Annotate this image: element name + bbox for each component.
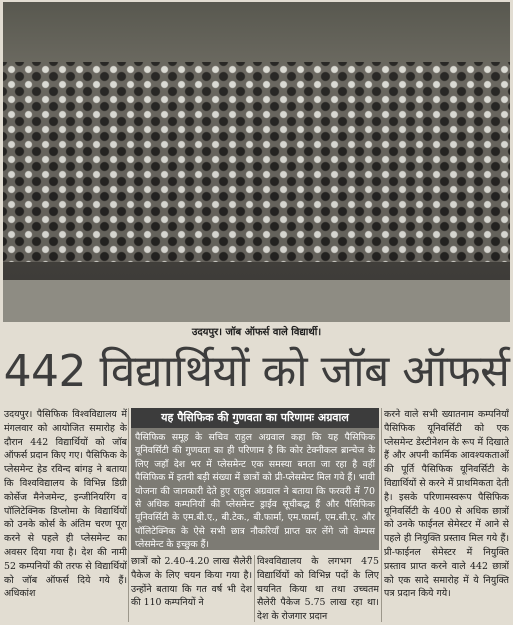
column-rule (254, 555, 255, 622)
box-title: यह पैसिफिक की गुणवता का परिणामः अग्रवाल (131, 408, 379, 428)
students-crowd (3, 62, 510, 262)
box-body: पैसिफिक समूह के सचिव राहुल अग्रवाल कहा कि यह पैसिफिक यूनिवर्सिटी की गुणवता का ही परिणाम है कि कोर टेक्नीकल ब्रान्चेज के लिए जहाँ देश भर में प्लेसमेन्ट एक समस्या बनता जा रहा है वहीं पैसिफिक में इतनी बड़ी संख्या में छात्रों को प्री-प्लेसमेन्ट मिल गये हैं। भावी योजना की जानकारी देते हुए राहुल अग्रवाल ने बताया कि फरवरी में 70 से अधिक कम्पनियों की प्लेसमेन्ट ड्राईव सूचीबद्ध हैं और पैसिफिक यूनिवर्सिटी के एम.बी.ए., बी.टेक., बी.फार्मा, एम.फार्मा, एम.सी.ए. और पॉलिटेक्निक के ऐसे सभी छात्र नौकरियाँ प्राप्त कर लेंगे जो केम्पस प्लेसमेन्ट के इच्छुक हैं। (131, 428, 379, 550)
headline: 442 विद्यार्थियों को जॉब ऑफर्स (3, 346, 510, 397)
highlight-box (131, 408, 379, 550)
column-rule (381, 408, 382, 622)
group-photo (3, 2, 510, 322)
column-rule (128, 408, 129, 622)
article-column-right: करने वाले सभी ख्यातनाम कम्पनियाँ पैसिफिक यूनिवर्सिटी को एक प्लेसमेन्ट डेस्टीनेशन के रूप में दिखाते हैं और अपनी कार्मिक आवश्यकताओं की पूर्ति पैसिफिक यूनिवर्सिटी के विद्यार्थियों से करने में प्राथमिकता देती है। इसके परिणामस्वरूप पैसिफिक यूनिवर्सिटी के 400 से अधिक छात्रों को उनके फाईनल सेमेस्टर में आने से पहले ही नियुक्ति प्रस्ताव मिल गये हैं। प्री-फाईनल सेमेस्टर में नियुक्ति प्रस्ताव प्राप्त करने वाले 442 छात्रों को एक सादे समारोह में ये नियुक्ति पत्र प्रदान किये गये। (384, 409, 509, 600)
article-column-left: उदयपुर। पैसिफिक विश्वविद्यालय में मंगलवार को आयोजित समारोह के दौरान 442 विद्यार्थियों को जॉब ऑफर्स प्रदान किए गए। पैसिफिक के प्लेसमेन्ट हेड रविन्द बांगड़ ने बताया कि विश्वविद्यालय के विभिन्न डिग्री कोर्सेज मैनेजमेन्ट, इन्जीनियरिंग व पॉलिटेक्निक डिप्लोमा के विद्यार्थियों को उनके कोर्स के अंतिम चरण पूरा करने से पहले ही प्लेसमेन्ट का अवसर दिया गया है। देश की नामी 52 कम्पनियों की तरफ से विद्यार्थियों को जॉब ऑफर्स दिये गये हैं। अधिकांश (4, 409, 127, 600)
photo-caption: उदयपुर। जॉब ऑफर्स वाले विद्यार्थी। (191, 327, 322, 338)
article-column-mid-b: विश्वविद्यालय के लगभग 475 विद्यार्थियों को विभिन्न पदों के लिए चयनित किया था तथा उच्चतम सैलेरी पैकेज 5.75 लाख रहा था। देश के रोजगार प्रदान (257, 556, 379, 622)
article-column-mid-a: छात्रों को 2.40-4.20 लाख सैलेरी पैकेज के लिए चयन किया गया है। उन्होंने बताया कि गत वर्ष भी देश की 110 कम्पनियों ने (131, 556, 252, 609)
lawn (3, 280, 510, 322)
